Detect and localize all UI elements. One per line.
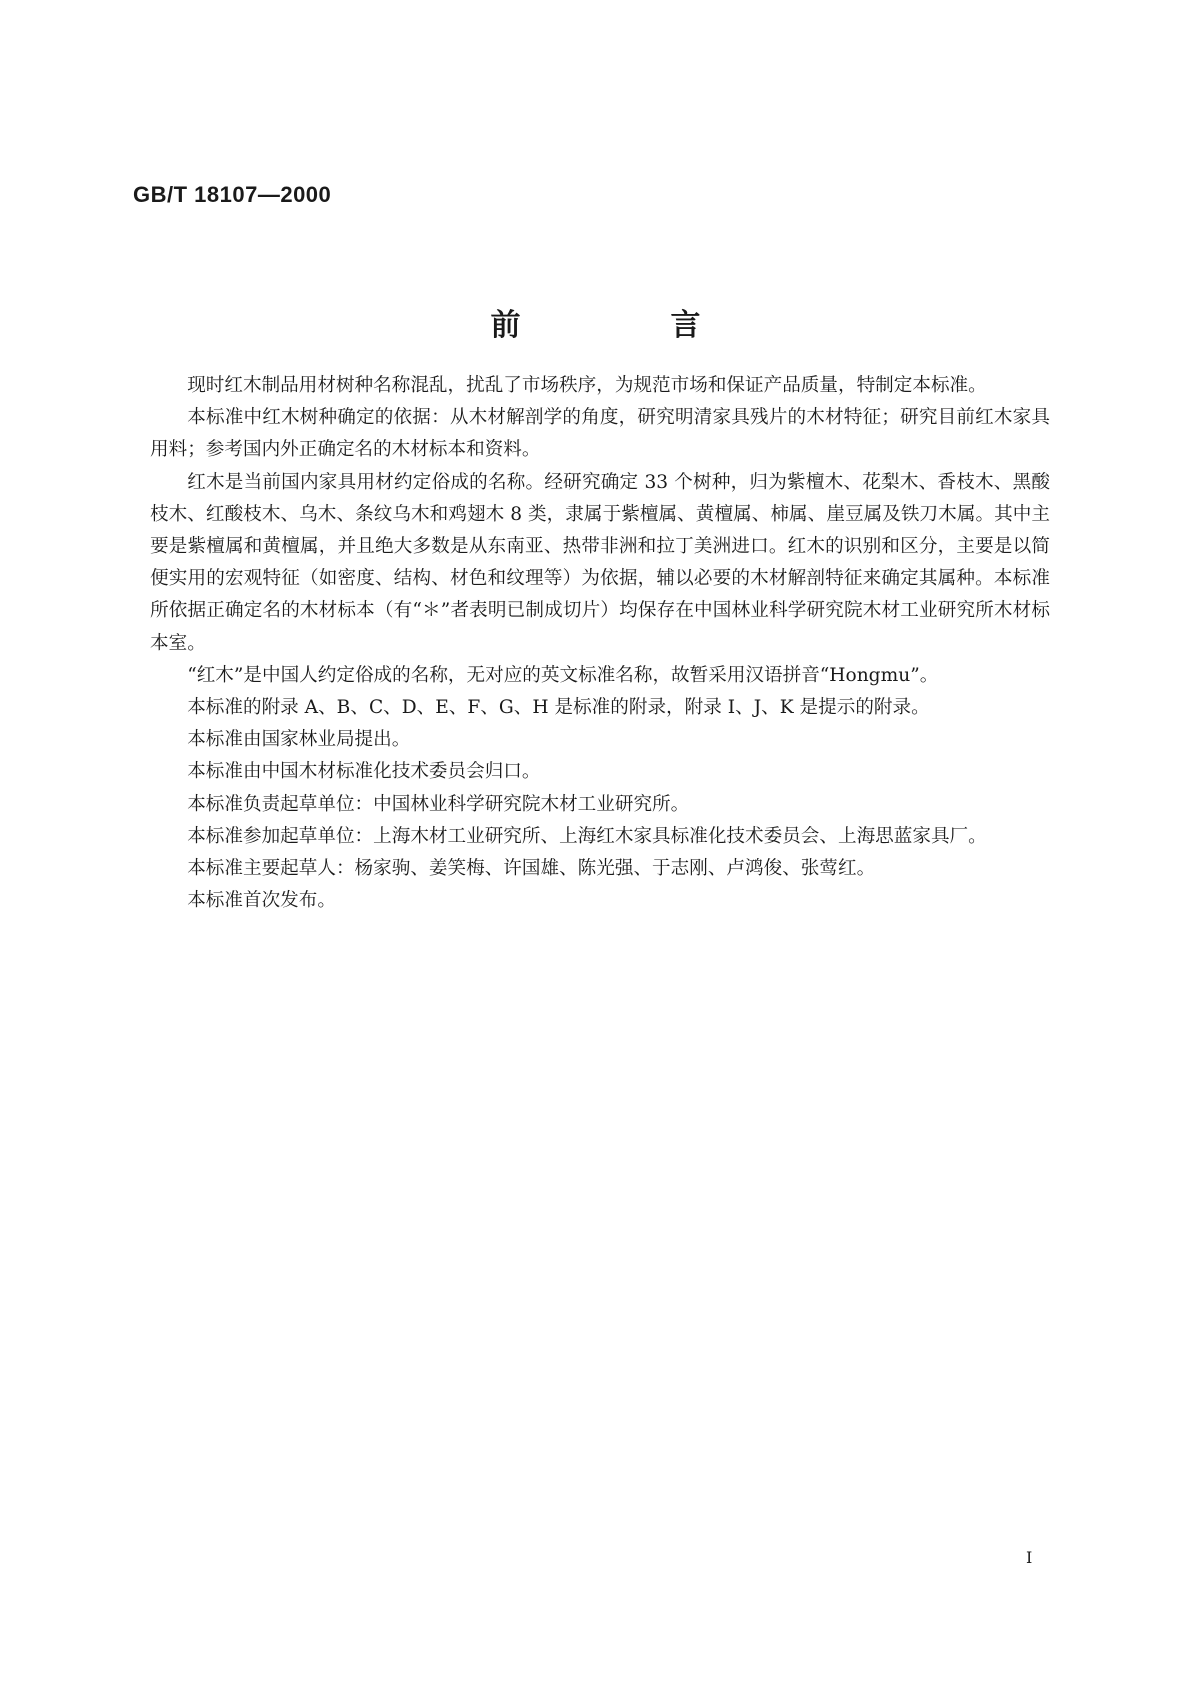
- paragraph-under-jurisdiction: 本标准由中国木材标准化技术委员会归口。: [187, 761, 541, 783]
- paragraph-annexes: 本标准的附录 A、B、C、D、E、F、G、H 是标准的附录，附录 I、J、K 是提示的附录。: [187, 697, 930, 719]
- paragraph-drafting-unit: 本标准负责起草单位：中国林业科学研究院木材工业研究所。: [187, 793, 690, 815]
- page-number: I: [1026, 1548, 1033, 1567]
- foreword-body: [150, 370, 1050, 917]
- paragraph-proposed-by: 本标准由国家林业局提出。: [187, 729, 411, 751]
- paragraph-purpose: 现时红木制品用材树种名称混乱，扰乱了市场秩序，为规范市场和保证产品质量，特制定本标准。: [187, 375, 987, 396]
- paragraph-basis: 本标准中红木树种确定的依据：从木材解剖学的角度，研究明清家具残片的木材特征；研究目前红木家具用料；参考国内外正确定名的木材标本和资料。: [150, 407, 1050, 461]
- paragraph-drafters: 本标准主要起草人：杨家驹、姜笑梅、许国雄、陈光强、于志刚、卢鸿俊、张莺红。: [187, 858, 876, 880]
- paragraph-participating-units: 本标准参加起草单位：上海木材工业研究所、上海红木家具标准化技术委员会、上海思蓝家具厂。: [187, 825, 987, 847]
- paragraph-hongmu-definition: 红木是当前国内家具用材约定俗成的名称。经研究确定 33 个树种，归为紫檀木、花梨木、香枝木、黑酸枝木、红酸枝木、乌木、条纹乌木和鸡翅木 8 类，隶属于紫檀属、黄檀属、柿属、崖豆属及铁刀木属。其中主要是紫檀属和黄檀属，并且绝大多数是从东南亚、热带非洲和拉丁美洲进口。红木的识别和区分，主要是以简便实用的宏观特征（如密度、结构、材色和纹理等）为依据，辅以必要的木材解剖特征来确定其属种。本标准所依据正确定名的木材标本（有“＊”者表明已制成切片）均保存在中国林业科学研究院木材工业研究所木材标本室。: [150, 471, 1050, 654]
- paragraph-pinyin-name: “红木”是中国人约定俗成的名称，无对应的英文标准名称，故暂采用汉语拼音“Hongmu”。: [187, 664, 939, 686]
- paragraph-first-release: 本标准首次发布。: [187, 890, 336, 912]
- standard-code: GB/T 18107—2000: [133, 182, 332, 207]
- page-title: 前 言: [490, 308, 761, 343]
